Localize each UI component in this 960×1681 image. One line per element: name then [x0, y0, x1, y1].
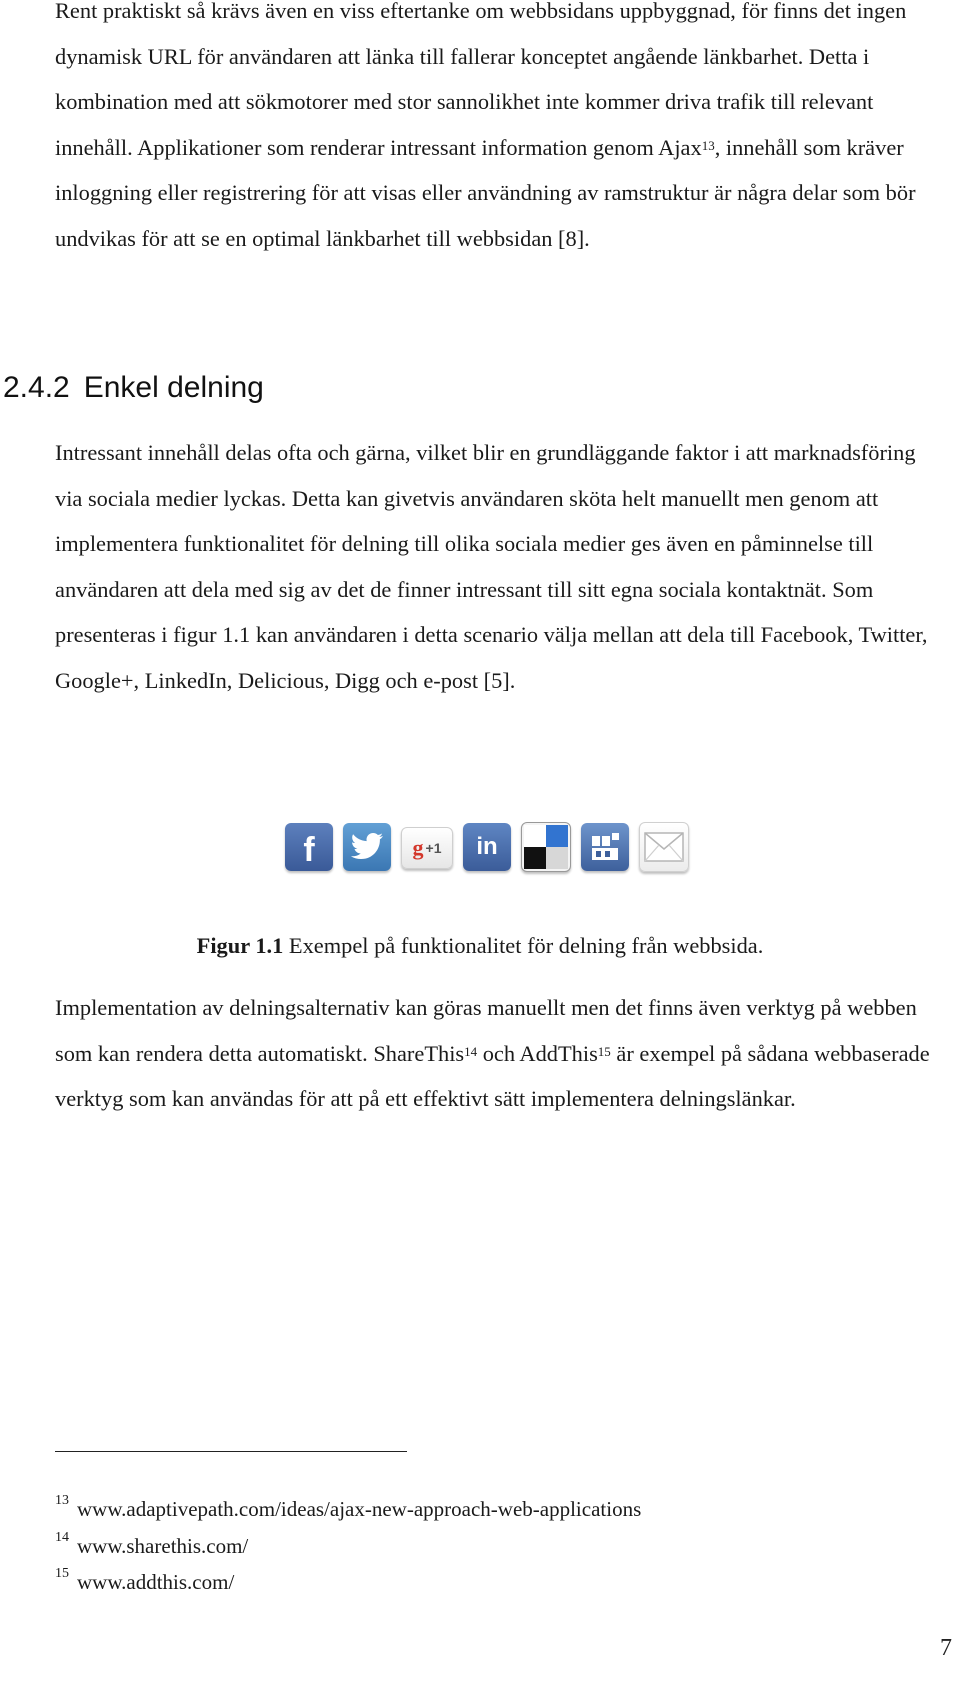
paragraph-text: och AddThis — [477, 1040, 598, 1066]
section-number: 2.4.2 — [3, 371, 70, 404]
section-title: Enkel delning — [83, 371, 264, 404]
footnote-link[interactable]: www.sharethis.com/ — [77, 1533, 249, 1558]
page-number: 7 — [940, 1635, 952, 1661]
footnote-14 — [55, 1530, 641, 1567]
footnote-link[interactable]: www.adaptivepath.com/ideas/ajax-new-approach-web-applications — [77, 1497, 642, 1521]
footnote-number: 15 — [55, 1566, 69, 1581]
footnote-number: 14 — [55, 1529, 69, 1545]
delicious-icon — [521, 822, 571, 872]
footnote-number: 13 — [55, 1493, 69, 1508]
linkedin-icon: in — [463, 823, 511, 871]
figure-label: Figur 1.1 — [196, 933, 284, 958]
footnotes — [55, 1493, 641, 1603]
google-plus-one-icon: g +1 — [401, 827, 453, 869]
section-heading — [3, 368, 264, 408]
footnote-ref-15[interactable]: 15 — [597, 1043, 611, 1059]
figure-caption-text: Exempel på funktionalitet för delning från webbsida. — [283, 933, 764, 958]
paragraph-simple-sharing: Intressant innehåll delas ofta och gärna, vilket blir en grundläggande faktor i att marknadsföring via sociala medier lyckas. Detta kan givetvis användaren sköta helt manuellt men genom att implementera funktionalitet för delning till olika sociala medier ges även en påminnelse till användaren att dela med sig av det de finner intressant till sitt egna sociala kontaktnät. Som presenteras i figur 1.1 kan användaren i detta scenario välja mellan att dela till Facebook, Twitter, Google+, LinkedIn, Delicious, Digg och e-post [5]. — [55, 440, 928, 693]
footnote-ref-13[interactable]: 13 — [701, 137, 715, 153]
footnote-ref-14[interactable]: 14 — [464, 1043, 478, 1059]
digg-icon — [581, 823, 629, 871]
paragraph-text: Implementation av delningsalternativ kan göras manuellt men det finns även verktyg på webben som kan rendera detta automatiskt. ShareThis — [55, 995, 917, 1066]
paragraph-text: , innehåll som kräver inloggning eller registrering för att visas eller användning av ramstruktur är några delar som bör undvikas för att se en optimal länkbarhet till webbsidan [8]. — [55, 134, 916, 251]
email-icon — [639, 822, 689, 872]
footnote-13 — [55, 1493, 641, 1530]
paragraph-tools — [55, 985, 945, 1122]
facebook-icon: f — [285, 823, 333, 871]
footnote-divider — [55, 1451, 407, 1452]
paragraph-linkability — [55, 0, 945, 261]
twitter-icon — [343, 823, 391, 871]
paragraph-text: är exempel på sådana webbaserade verktyg som kan användas för att på ett effektivt sätt implementera delningslänkar. — [55, 1040, 930, 1111]
figure-caption — [0, 926, 960, 966]
footnote-link[interactable]: www.addthis.com/ — [77, 1570, 235, 1594]
paragraph-text: Rent praktiskt så krävs även en viss eftertanke om webbsidans uppbyggnad, för finns det ingen dynamisk URL för användaren att länka till fallerar konceptet angående länkbarhet. Detta i kombination med att sökmotorer med stor sannolikhet inte kommer driva trafik till relevant innehåll. Applikationer som renderar intressant information genom Ajax — [55, 0, 907, 160]
footnote-15 — [55, 1566, 641, 1603]
share-icons-figure — [285, 822, 689, 872]
